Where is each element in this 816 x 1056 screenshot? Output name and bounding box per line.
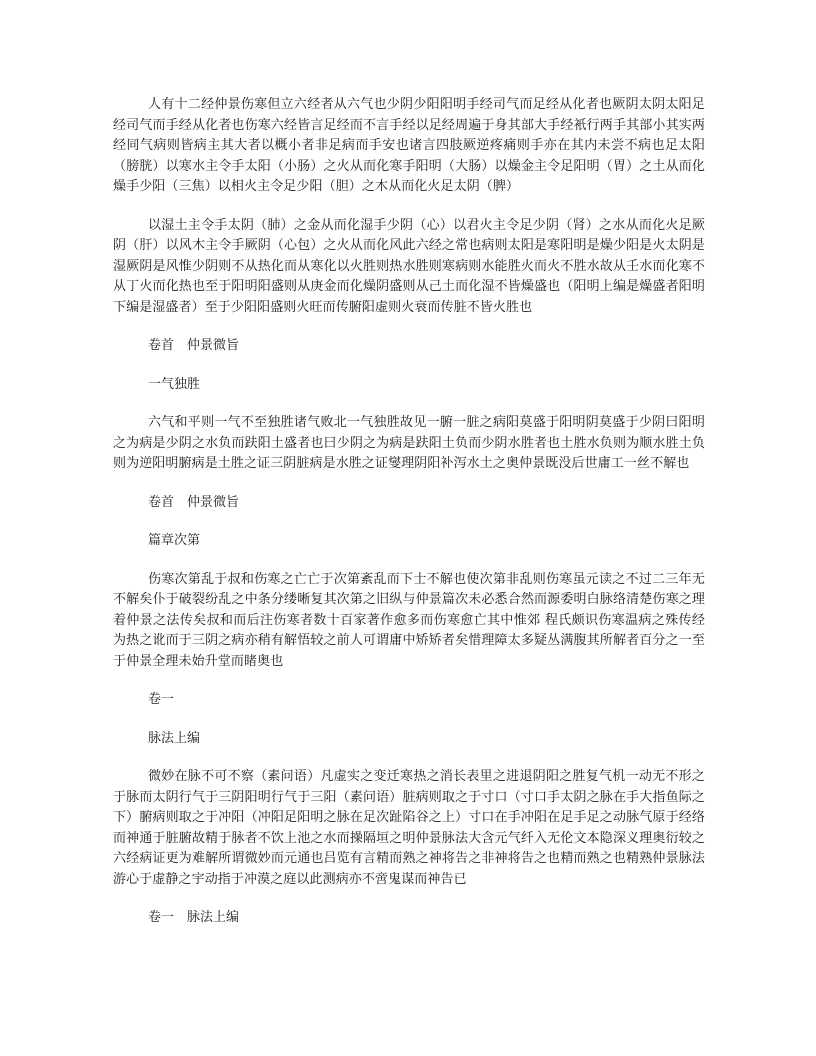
section-heading: 卷首 仲景微旨 (148, 494, 240, 510)
paragraph: 微妙在脉不可不察（素问语）凡虚实之变迁寒热之消长表里之进退阴阳之胜复气机一动无不形之于脉而太阴行气于三阴阳明行气于三阳（素问语）脏病则取之于寸口（寸口手太阴之脉在手大指鱼际之下）腑病则取之于冲阳（冲阳足阳明之脉在足次趾陷谷之上）寸口在手冲阳在足手足之动脉气原于经络而神通于脏腑故精于脉者不饮上池之水而操隔垣之明仲景脉法大含元气纤入无伦文本隐深义理奥衍较之六经病证更为难解所谓微妙而元通也吕览有言精而熟之神将告之非神将告之也精而熟之也精熟仲景脉法游心于虚静之宇动指于冲漠之庭以此测病亦不啻鬼谋而神告已 (113, 769, 705, 887)
paragraph: 人有十二经仲景伤寒但立六经者从六气也少阴少阳阳明手经司气而足经从化者也厥阴太阴太阳足经司气而手经从化者也伤寒六经皆言足经而不言手经以足经周遍于身其部大手经衹行两手其部小其实两经同气病则皆病主其大者以概小者非足病而手安也诸言四肢厥逆疼痛则手亦在其内未尝不病也足太阳（膀胱）以寒水主令手太阳（小肠）之火从而化寒手阳明（大肠）以燥金主令足阳明（胃）之土从而化燥手少阳（三焦）以相火主令足少阳（胆）之木从而化火足太阴（脾） (113, 97, 705, 194)
section-heading: 篇章次第 (148, 533, 201, 548)
section-heading: 卷首 仲景微旨 (148, 338, 240, 353)
paragraph: 六气和平则一气不至独胜诸气败北一气独胜故见一腑一脏之病阳莫盛于阳明阴莫盛于少阴曰阳明之为病是少阴之水负而趺阳土盛者也曰少阴之为病是趺阳土负而少阴水胜者也土胜水负则为顺水胜土负则为逆阳明腑病是土胜之证三阴脏病是水胜之证燮理阴阳补泻水土之奥仲景既没后世庸工一丝不解也 (113, 415, 705, 471)
section-heading: 脉法上编 (148, 730, 201, 746)
section-heading: 一气独胜 (148, 376, 201, 392)
document-page (113, 95, 705, 947)
paragraph: 伤寒次第乱于叔和伤寒之亡亡于次第紊乱而下士不解也使次第非乱则伤寒虽元读之不过二三年无不解矣仆于破裂纷乱之中条分缕晰复其次第之旧纵与仲景篇次未必悉合然而源委明白脉络清楚伤寒之理着仲景之法传矣叔和而后注伤寒者数十百家著作愈多而伤寒愈亡其中惟郊 程氏颇识伤寒温病之殊传经为热之讹而于三阴之病亦稍有解悟较之前人可谓庸中矫矫者矣惜理障太多疑丛满腹其所解者百分之一至于仲景全理未始升堂而睹奥也 (113, 571, 705, 669)
section-heading: 卷一 (148, 692, 175, 707)
paragraph: 以湿土主令手太阴（肺）之金从而化湿手少阴（心）以君火主令足少阴（肾）之水从而化火足厥阴（肝）以风木主令手厥阴（心包）之火从而化风此六经之常也病则太阳是寒阳明是燥少阳是火太阴是湿厥阴是风惟少阴则不从热化而从寒化以火胜则热水胜则寒病则水能胜火而火不胜水故从壬水而化寒不从丁火而化热也至于阳明阳盛则从庚金而化燥阴盛则从己土而化湿不皆燥盛也（阳明上编是燥盛者阳明下编是湿盛者）至于少阳阳盛则火旺而传腑阳虚则火衰而传脏不皆火胜也 (113, 217, 705, 315)
section-heading: 卷一 脉法上编 (148, 910, 240, 925)
